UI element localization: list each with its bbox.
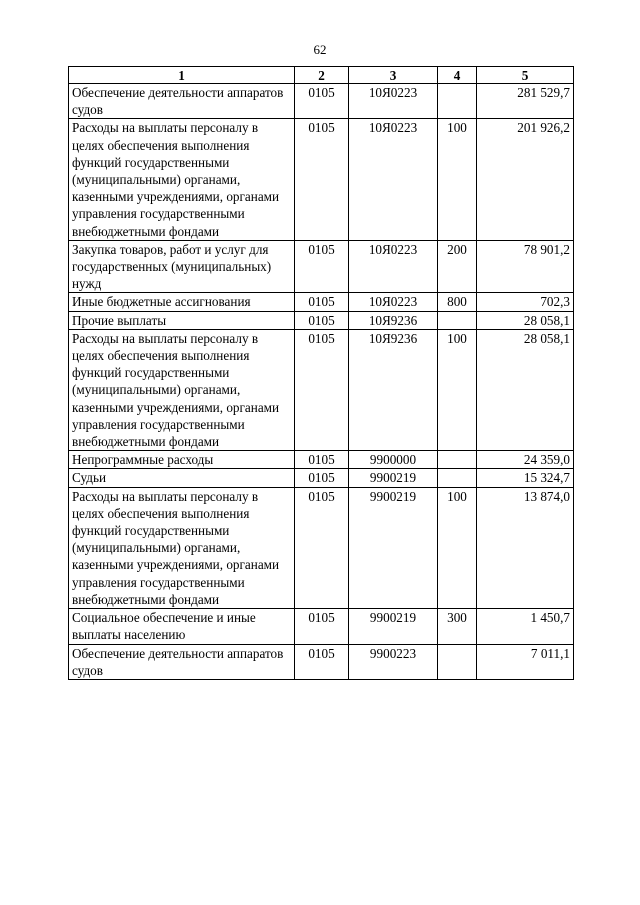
page-number: 62 xyxy=(313,42,327,57)
expense-name-cell: Расходы на выплаты персоналу в целях обеспечения выполнения функций государственными (муниципальными) органами, казенными учреждениями, органами управления государственными внебюджетными фондами xyxy=(69,329,295,450)
expense-type-cell: 200 xyxy=(438,240,477,293)
target-item-cell: 10Я9236 xyxy=(349,329,438,450)
table-row xyxy=(69,644,574,679)
target-item-cell: 9900223 xyxy=(349,644,438,679)
expense-type-cell xyxy=(438,451,477,469)
target-item-cell: 10Я0223 xyxy=(349,119,438,240)
section-code-cell: 0105 xyxy=(295,644,349,679)
section-code-cell: 0105 xyxy=(295,119,349,240)
column-header-3: 3 xyxy=(349,67,438,84)
expense-type-cell: 100 xyxy=(438,487,477,608)
expense-type-cell xyxy=(438,644,477,679)
column-header-1: 1 xyxy=(69,67,295,84)
table-row xyxy=(69,293,574,311)
table-row xyxy=(69,311,574,329)
section-code-cell: 0105 xyxy=(295,293,349,311)
table-row xyxy=(69,609,574,644)
amount-cell: 1 450,7 xyxy=(477,609,574,644)
table-header-row xyxy=(69,67,574,84)
section-code-cell: 0105 xyxy=(295,240,349,293)
expense-name-cell: Непрограммные расходы xyxy=(69,451,295,469)
budget-table xyxy=(68,66,574,680)
expense-type-cell: 100 xyxy=(438,119,477,240)
expense-type-cell: 100 xyxy=(438,329,477,450)
expense-name-cell: Обеспечение деятельности аппаратов судов xyxy=(69,644,295,679)
expense-name-cell: Расходы на выплаты персоналу в целях обеспечения выполнения функций государственными (муниципальными) органами, казенными учреждениями, органами управления государственными внебюджетными фондами xyxy=(69,487,295,608)
amount-cell: 702,3 xyxy=(477,293,574,311)
target-item-cell: 10Я0223 xyxy=(349,240,438,293)
target-item-cell: 10Я9236 xyxy=(349,311,438,329)
expense-name-cell: Обеспечение деятельности аппаратов судов xyxy=(69,84,295,119)
section-code-cell: 0105 xyxy=(295,84,349,119)
column-header-4: 4 xyxy=(438,67,477,84)
section-code-cell: 0105 xyxy=(295,329,349,450)
table-row xyxy=(69,240,574,293)
expense-name-cell: Социальное обеспечение и иные выплаты населению xyxy=(69,609,295,644)
target-item-cell: 10Я0223 xyxy=(349,84,438,119)
amount-cell: 24 359,0 xyxy=(477,451,574,469)
column-header-5: 5 xyxy=(477,67,574,84)
section-code-cell: 0105 xyxy=(295,311,349,329)
expense-type-cell xyxy=(438,311,477,329)
amount-cell: 281 529,7 xyxy=(477,84,574,119)
expense-type-cell xyxy=(438,84,477,119)
target-item-cell: 9900000 xyxy=(349,451,438,469)
expense-type-cell xyxy=(438,469,477,487)
table-body xyxy=(69,84,574,680)
target-item-cell: 9900219 xyxy=(349,469,438,487)
amount-cell: 78 901,2 xyxy=(477,240,574,293)
amount-cell: 13 874,0 xyxy=(477,487,574,608)
expense-name-cell: Иные бюджетные ассигнования xyxy=(69,293,295,311)
expense-type-cell: 800 xyxy=(438,293,477,311)
table-row xyxy=(69,487,574,608)
section-code-cell: 0105 xyxy=(295,469,349,487)
expense-name-cell: Расходы на выплаты персоналу в целях обеспечения выполнения функций государственными (муниципальными) органами, казенными учреждениями, органами управления государственными внебюджетными фондами xyxy=(69,119,295,240)
target-item-cell: 9900219 xyxy=(349,487,438,608)
expense-name-cell: Судьи xyxy=(69,469,295,487)
table-row xyxy=(69,119,574,240)
amount-cell: 201 926,2 xyxy=(477,119,574,240)
table-row xyxy=(69,451,574,469)
expense-name-cell: Прочие выплаты xyxy=(69,311,295,329)
expense-type-cell: 300 xyxy=(438,609,477,644)
table-row xyxy=(69,329,574,450)
table-row xyxy=(69,84,574,119)
section-code-cell: 0105 xyxy=(295,487,349,608)
column-header-2: 2 xyxy=(295,67,349,84)
section-code-cell: 0105 xyxy=(295,451,349,469)
target-item-cell: 9900219 xyxy=(349,609,438,644)
amount-cell: 28 058,1 xyxy=(477,329,574,450)
target-item-cell: 10Я0223 xyxy=(349,293,438,311)
section-code-cell: 0105 xyxy=(295,609,349,644)
amount-cell: 7 011,1 xyxy=(477,644,574,679)
table-row xyxy=(69,469,574,487)
amount-cell: 28 058,1 xyxy=(477,311,574,329)
amount-cell: 15 324,7 xyxy=(477,469,574,487)
expense-name-cell: Закупка товаров, работ и услуг для государственных (муниципальных) нужд xyxy=(69,240,295,293)
